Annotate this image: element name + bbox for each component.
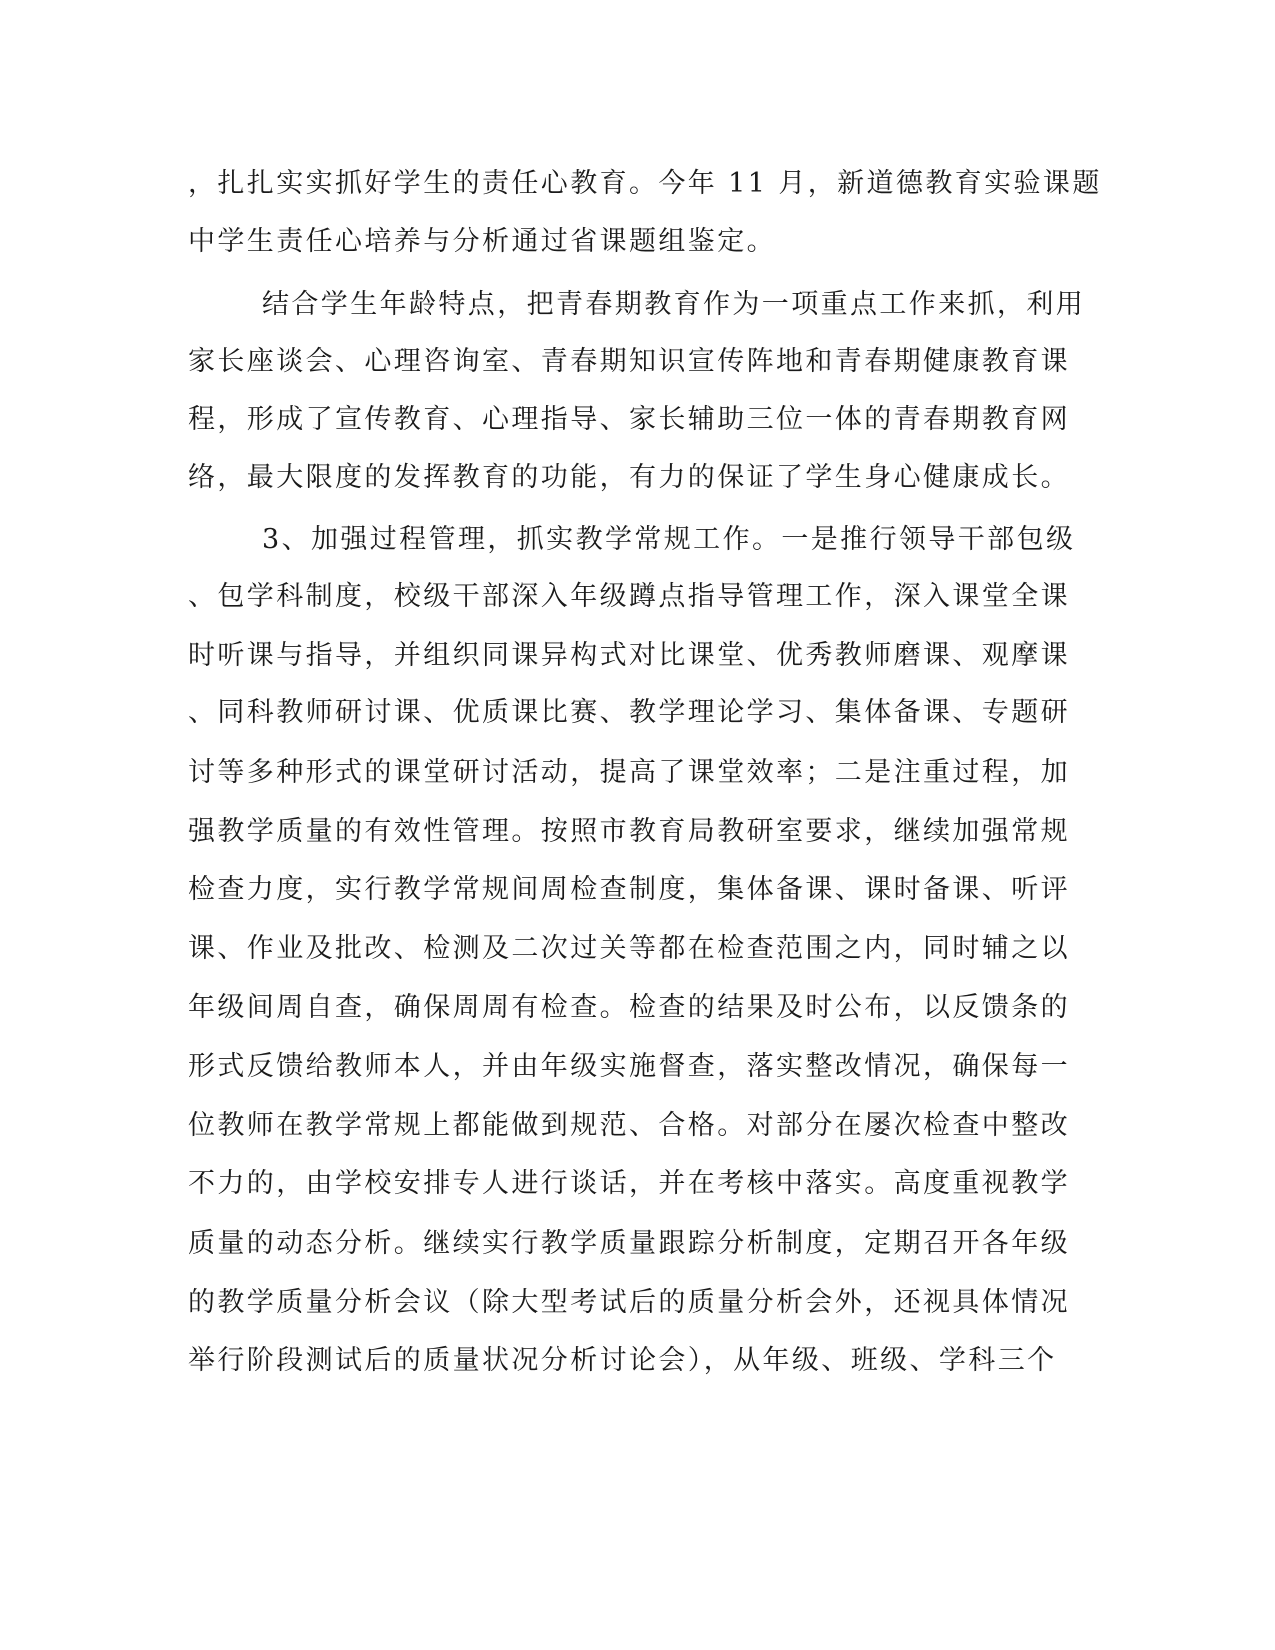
text-line: 形式反馈给教师本人，并由年级实施督查，落实整改情况，确保每一 — [188, 1051, 1070, 1082]
paragraph-first-line: 结合学生年龄特点，把青春期教育作为一项重点工作来抓，利用 — [262, 289, 1086, 320]
text-line: 举行阶段测试后的质量状况分析讨论会），从年级、班级、学科三个 — [188, 1345, 1057, 1376]
text-line: 检查力度，实行教学常规间周检查制度，集体备课、课时备课、听评 — [188, 874, 1070, 905]
text-line: 、同科教师研讨课、优质课比赛、教学理论学习、集体备课、专题研 — [188, 697, 1070, 728]
text-line: 年级间周自查，确保周周有检查。检查的结果及时公布，以反馈条的 — [188, 992, 1070, 1023]
text-line: 程，形成了宣传教育、心理指导、家长辅助三位一体的青春期教育网 — [188, 404, 1070, 435]
text-line: 强教学质量的有效性管理。按照市教育局教研室要求，继续加强常规 — [188, 816, 1070, 847]
paragraph-first-line: 3、加强过程管理，抓实教学常规工作。一是推行领导干部包级 — [262, 524, 1076, 555]
text-line: ，扎扎实实抓好学生的责任心教育。今年 11 月，新道德教育实验课题 — [188, 168, 1102, 199]
text-line: 、包学科制度，校级干部深入年级蹲点指导管理工作，深入课堂全课 — [188, 581, 1070, 612]
text-line: 讨等多种形式的课堂研讨活动，提高了课堂效率；二是注重过程，加 — [188, 757, 1070, 788]
text-line: 时听课与指导，并组织同课异构式对比课堂、优秀教师磨课、观摩课 — [188, 640, 1070, 671]
text-line: 中学生责任心培养与分析通过省课题组鉴定。 — [188, 226, 776, 257]
text-line: 课、作业及批改、检测及二次过关等都在检查范围之内，同时辅之以 — [188, 933, 1070, 964]
text-line: 络，最大限度的发挥教育的功能，有力的保证了学生身心健康成长。 — [188, 462, 1070, 493]
text-line: 质量的动态分析。继续实行教学质量跟踪分析制度，定期召开各年级 — [188, 1228, 1070, 1259]
text-line: 家长座谈会、心理咨询室、青春期知识宣传阵地和青春期健康教育课 — [188, 346, 1070, 377]
text-line: 的教学质量分析会议（除大型考试后的质量分析会外，还视具体情况 — [188, 1287, 1070, 1318]
text-line: 不力的，由学校安排专人进行谈话，并在考核中落实。高度重视教学 — [188, 1168, 1070, 1199]
text-line: 位教师在教学常规上都能做到规范、合格。对部分在屡次检查中整改 — [188, 1110, 1070, 1141]
